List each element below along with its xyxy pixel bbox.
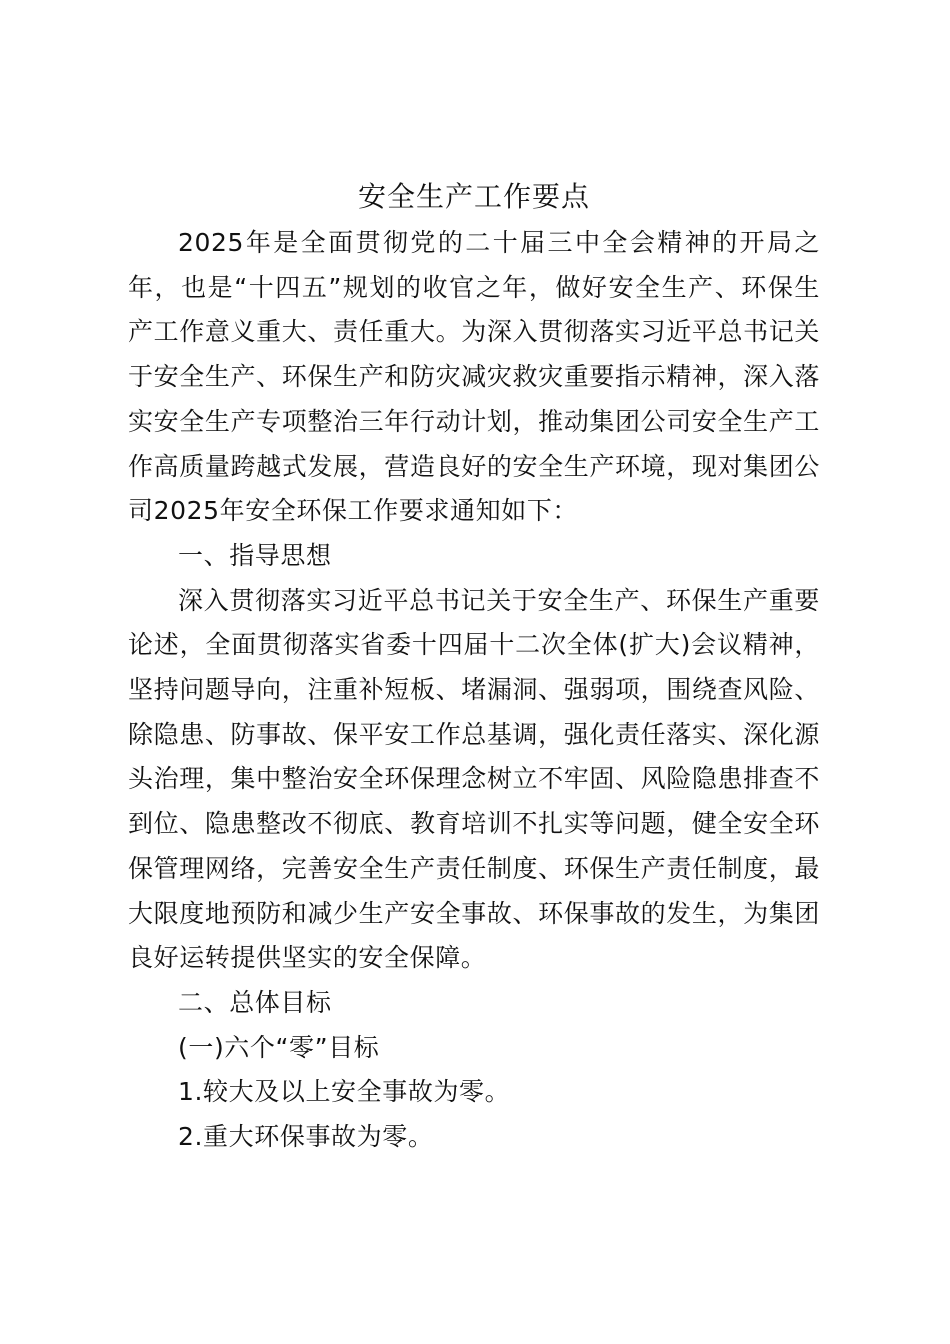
guiding-ideology-paragraph: 深入贯彻落实习近平总书记关于安全生产、环保生产重要论述，全面贯彻落实省委十四届十二次全体(扩大)会议精神，坚持问题导向，注重补短板、堵漏洞、强弱项，围绕查风险、除隐患、防事故、保平安工作总基调，强化责任落实、深化源头治理，集中整治安全环保理念树立不牢固、风险隐患排查不到位、隐患整改不彻底、教育培训不扎实等问题，健全安全环保管理网络，完善安全生产责任制度、环保生产责任制度，最大限度地预防和减少生产安全事故、环保事故的发生，为集团良好运转提供坚实的安全保障。 — [128, 585, 820, 973]
document-title: 安全生产工作要点 — [357, 180, 590, 213]
section-heading-overall-goals: 二、总体目标 — [178, 987, 332, 1017]
list-item-goal-2: 2.重大环保事故为零。 — [178, 1122, 434, 1152]
document-page — [128, 175, 820, 1160]
list-item-goal-1: 1.较大及以上安全事故为零。 — [178, 1077, 511, 1107]
subsection-heading-six-zero-goals: (一)六个“零”目标 — [178, 1032, 380, 1062]
section-heading-guiding-ideology: 一、指导思想 — [178, 540, 332, 570]
intro-paragraph: 2025年是全面贯彻党的二十届三中全会精神的开局之年，也是“十四五”规划的收官之年，做好安全生产、环保生产工作意义重大、责任重大。为深入贯彻落实习近平总书记关于安全生产、环保生产和防灾减灾救灾重要指示精神，深入落实安全生产专项整治三年行动计划，推动集团公司安全生产工作高质量跨越式发展，营造良好的安全生产环境，现对集团公司2025年安全环保工作要求通知如下： — [128, 228, 820, 526]
